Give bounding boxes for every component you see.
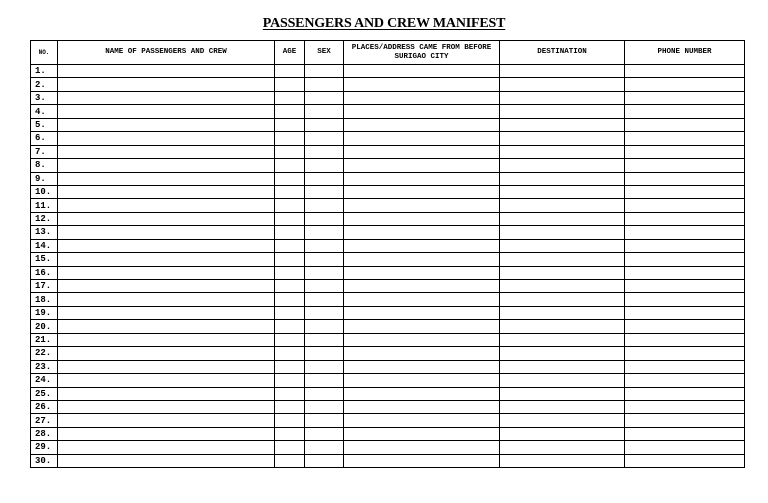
phone-cell <box>625 239 745 252</box>
places-cell <box>344 159 500 172</box>
destination-cell <box>500 253 625 266</box>
sex-cell <box>305 306 344 319</box>
age-cell <box>275 374 305 387</box>
destination-cell <box>500 105 625 118</box>
sex-cell <box>305 293 344 306</box>
table-row <box>31 360 745 373</box>
sex-cell <box>305 441 344 454</box>
age-cell <box>275 145 305 158</box>
places-cell <box>344 293 500 306</box>
destination-cell <box>500 65 625 78</box>
destination-cell <box>500 400 625 413</box>
age-cell <box>275 360 305 373</box>
destination-cell <box>500 320 625 333</box>
row-number: 19. <box>31 306 58 319</box>
name-cell <box>58 199 275 212</box>
age-cell <box>275 226 305 239</box>
table-row <box>31 105 745 118</box>
name-cell <box>58 239 275 252</box>
table-row <box>31 159 745 172</box>
table-row <box>31 280 745 293</box>
age-cell <box>275 239 305 252</box>
age-cell <box>275 320 305 333</box>
name-cell <box>58 226 275 239</box>
phone-cell <box>625 280 745 293</box>
name-cell <box>58 400 275 413</box>
row-number: 9. <box>31 172 58 185</box>
age-cell <box>275 306 305 319</box>
row-number: 29. <box>31 441 58 454</box>
places-cell <box>344 266 500 279</box>
phone-cell <box>625 454 745 467</box>
places-cell <box>344 65 500 78</box>
row-number: 13. <box>31 226 58 239</box>
phone-cell <box>625 306 745 319</box>
name-cell <box>58 441 275 454</box>
places-cell <box>344 387 500 400</box>
table-row <box>31 266 745 279</box>
column-header-no: NO. <box>31 41 58 65</box>
document-title: PASSENGERS AND CREW MANIFEST <box>262 16 506 31</box>
destination-cell <box>500 159 625 172</box>
name-cell <box>58 266 275 279</box>
table-row <box>31 132 745 145</box>
places-cell <box>344 374 500 387</box>
name-cell <box>58 347 275 360</box>
phone-cell <box>625 212 745 225</box>
sex-cell <box>305 239 344 252</box>
column-header-places: PLACES/ADDRESS CAME FROM BEFORE SURIGAO CITY <box>344 41 500 65</box>
sex-cell <box>305 132 344 145</box>
name-cell <box>58 293 275 306</box>
name-cell <box>58 414 275 427</box>
name-cell <box>58 91 275 104</box>
phone-cell <box>625 293 745 306</box>
table-row <box>31 185 745 198</box>
row-number: 24. <box>31 374 58 387</box>
table-row <box>31 414 745 427</box>
sex-cell <box>305 333 344 346</box>
column-header-destination: DESTINATION <box>500 41 625 65</box>
age-cell <box>275 159 305 172</box>
table-row <box>31 400 745 413</box>
row-number: 10. <box>31 185 58 198</box>
sex-cell <box>305 226 344 239</box>
places-cell <box>344 199 500 212</box>
phone-cell <box>625 65 745 78</box>
row-number: 11. <box>31 199 58 212</box>
name-cell <box>58 185 275 198</box>
name-cell <box>58 105 275 118</box>
places-cell <box>344 306 500 319</box>
name-cell <box>58 212 275 225</box>
destination-cell <box>500 199 625 212</box>
phone-cell <box>625 199 745 212</box>
column-header-phone: PHONE NUMBER <box>625 41 745 65</box>
places-cell <box>344 320 500 333</box>
destination-cell <box>500 293 625 306</box>
phone-cell <box>625 360 745 373</box>
row-number: 23. <box>31 360 58 373</box>
phone-cell <box>625 400 745 413</box>
age-cell <box>275 91 305 104</box>
phone-cell <box>625 414 745 427</box>
table-row <box>31 226 745 239</box>
manifest-table <box>30 40 745 468</box>
row-number: 12. <box>31 212 58 225</box>
places-cell <box>344 172 500 185</box>
places-cell <box>344 414 500 427</box>
places-cell <box>344 347 500 360</box>
sex-cell <box>305 387 344 400</box>
table-row <box>31 441 745 454</box>
age-cell <box>275 441 305 454</box>
age-cell <box>275 454 305 467</box>
places-cell <box>344 454 500 467</box>
sex-cell <box>305 172 344 185</box>
name-cell <box>58 387 275 400</box>
row-number: 25. <box>31 387 58 400</box>
row-number: 18. <box>31 293 58 306</box>
sex-cell <box>305 78 344 91</box>
name-cell <box>58 427 275 440</box>
table-row <box>31 374 745 387</box>
table-row <box>31 65 745 78</box>
phone-cell <box>625 226 745 239</box>
row-number: 1. <box>31 65 58 78</box>
table-row <box>31 347 745 360</box>
places-cell <box>344 212 500 225</box>
places-cell <box>344 145 500 158</box>
places-cell <box>344 253 500 266</box>
destination-cell <box>500 132 625 145</box>
row-number: 16. <box>31 266 58 279</box>
sex-cell <box>305 65 344 78</box>
age-cell <box>275 65 305 78</box>
destination-cell <box>500 172 625 185</box>
age-cell <box>275 185 305 198</box>
places-cell <box>344 280 500 293</box>
name-cell <box>58 280 275 293</box>
table-row <box>31 118 745 131</box>
destination-cell <box>500 239 625 252</box>
places-cell <box>344 105 500 118</box>
age-cell <box>275 387 305 400</box>
table-row <box>31 454 745 467</box>
places-cell <box>344 185 500 198</box>
destination-cell <box>500 185 625 198</box>
age-cell <box>275 280 305 293</box>
row-number: 20. <box>31 320 58 333</box>
sex-cell <box>305 118 344 131</box>
destination-cell <box>500 226 625 239</box>
row-number: 21. <box>31 333 58 346</box>
row-number: 14. <box>31 239 58 252</box>
table-row <box>31 78 745 91</box>
sex-cell <box>305 185 344 198</box>
phone-cell <box>625 320 745 333</box>
age-cell <box>275 199 305 212</box>
sex-cell <box>305 414 344 427</box>
sex-cell <box>305 253 344 266</box>
sex-cell <box>305 427 344 440</box>
table-row <box>31 172 745 185</box>
phone-cell <box>625 91 745 104</box>
row-number: 28. <box>31 427 58 440</box>
destination-cell <box>500 441 625 454</box>
age-cell <box>275 118 305 131</box>
phone-cell <box>625 441 745 454</box>
phone-cell <box>625 266 745 279</box>
phone-cell <box>625 78 745 91</box>
sex-cell <box>305 400 344 413</box>
row-number: 3. <box>31 91 58 104</box>
age-cell <box>275 212 305 225</box>
name-cell <box>58 306 275 319</box>
destination-cell <box>500 374 625 387</box>
destination-cell <box>500 118 625 131</box>
age-cell <box>275 172 305 185</box>
table-row <box>31 91 745 104</box>
table-row <box>31 199 745 212</box>
phone-cell <box>625 253 745 266</box>
destination-cell <box>500 91 625 104</box>
sex-cell <box>305 266 344 279</box>
places-cell <box>344 360 500 373</box>
phone-cell <box>625 145 745 158</box>
header-row <box>31 41 745 65</box>
table-row <box>31 387 745 400</box>
phone-cell <box>625 387 745 400</box>
name-cell <box>58 320 275 333</box>
table-row <box>31 145 745 158</box>
places-cell <box>344 427 500 440</box>
row-number: 26. <box>31 400 58 413</box>
age-cell <box>275 132 305 145</box>
row-number: 22. <box>31 347 58 360</box>
column-header-name: NAME OF PASSENGERS AND CREW <box>58 41 275 65</box>
row-number: 6. <box>31 132 58 145</box>
places-cell <box>344 226 500 239</box>
row-number: 27. <box>31 414 58 427</box>
places-cell <box>344 118 500 131</box>
destination-cell <box>500 145 625 158</box>
age-cell <box>275 105 305 118</box>
age-cell <box>275 253 305 266</box>
name-cell <box>58 78 275 91</box>
name-cell <box>58 172 275 185</box>
age-cell <box>275 400 305 413</box>
places-cell <box>344 333 500 346</box>
destination-cell <box>500 266 625 279</box>
name-cell <box>58 454 275 467</box>
destination-cell <box>500 454 625 467</box>
sex-cell <box>305 374 344 387</box>
name-cell <box>58 374 275 387</box>
places-cell <box>344 441 500 454</box>
phone-cell <box>625 132 745 145</box>
table-row <box>31 212 745 225</box>
name-cell <box>58 132 275 145</box>
destination-cell <box>500 280 625 293</box>
destination-cell <box>500 306 625 319</box>
table-row <box>31 239 745 252</box>
sex-cell <box>305 320 344 333</box>
name-cell <box>58 145 275 158</box>
age-cell <box>275 293 305 306</box>
table-row <box>31 320 745 333</box>
destination-cell <box>500 360 625 373</box>
destination-cell <box>500 333 625 346</box>
sex-cell <box>305 347 344 360</box>
row-number: 8. <box>31 159 58 172</box>
phone-cell <box>625 172 745 185</box>
row-number: 15. <box>31 253 58 266</box>
phone-cell <box>625 427 745 440</box>
name-cell <box>58 65 275 78</box>
sex-cell <box>305 105 344 118</box>
destination-cell <box>500 414 625 427</box>
age-cell <box>275 414 305 427</box>
sex-cell <box>305 159 344 172</box>
sex-cell <box>305 454 344 467</box>
row-number: 4. <box>31 105 58 118</box>
destination-cell <box>500 427 625 440</box>
phone-cell <box>625 347 745 360</box>
column-header-age: AGE <box>275 41 305 65</box>
destination-cell <box>500 347 625 360</box>
places-cell <box>344 239 500 252</box>
phone-cell <box>625 159 745 172</box>
age-cell <box>275 427 305 440</box>
phone-cell <box>625 105 745 118</box>
age-cell <box>275 78 305 91</box>
sex-cell <box>305 360 344 373</box>
age-cell <box>275 347 305 360</box>
name-cell <box>58 333 275 346</box>
places-cell <box>344 91 500 104</box>
table-row <box>31 427 745 440</box>
phone-cell <box>625 374 745 387</box>
sex-cell <box>305 280 344 293</box>
name-cell <box>58 118 275 131</box>
row-number: 5. <box>31 118 58 131</box>
manifest-rows <box>31 65 745 468</box>
age-cell <box>275 266 305 279</box>
table-row <box>31 293 745 306</box>
destination-cell <box>500 387 625 400</box>
row-number: 7. <box>31 145 58 158</box>
phone-cell <box>625 333 745 346</box>
table-row <box>31 253 745 266</box>
sex-cell <box>305 91 344 104</box>
name-cell <box>58 360 275 373</box>
row-number: 2. <box>31 78 58 91</box>
sex-cell <box>305 212 344 225</box>
destination-cell <box>500 212 625 225</box>
row-number: 17. <box>31 280 58 293</box>
destination-cell <box>500 78 625 91</box>
places-cell <box>344 78 500 91</box>
name-cell <box>58 253 275 266</box>
phone-cell <box>625 185 745 198</box>
places-cell <box>344 400 500 413</box>
name-cell <box>58 159 275 172</box>
column-header-sex: SEX <box>305 41 344 65</box>
table-row <box>31 333 745 346</box>
age-cell <box>275 333 305 346</box>
places-cell <box>344 132 500 145</box>
sex-cell <box>305 145 344 158</box>
row-number: 30. <box>31 454 58 467</box>
table-row <box>31 306 745 319</box>
sex-cell <box>305 199 344 212</box>
phone-cell <box>625 118 745 131</box>
